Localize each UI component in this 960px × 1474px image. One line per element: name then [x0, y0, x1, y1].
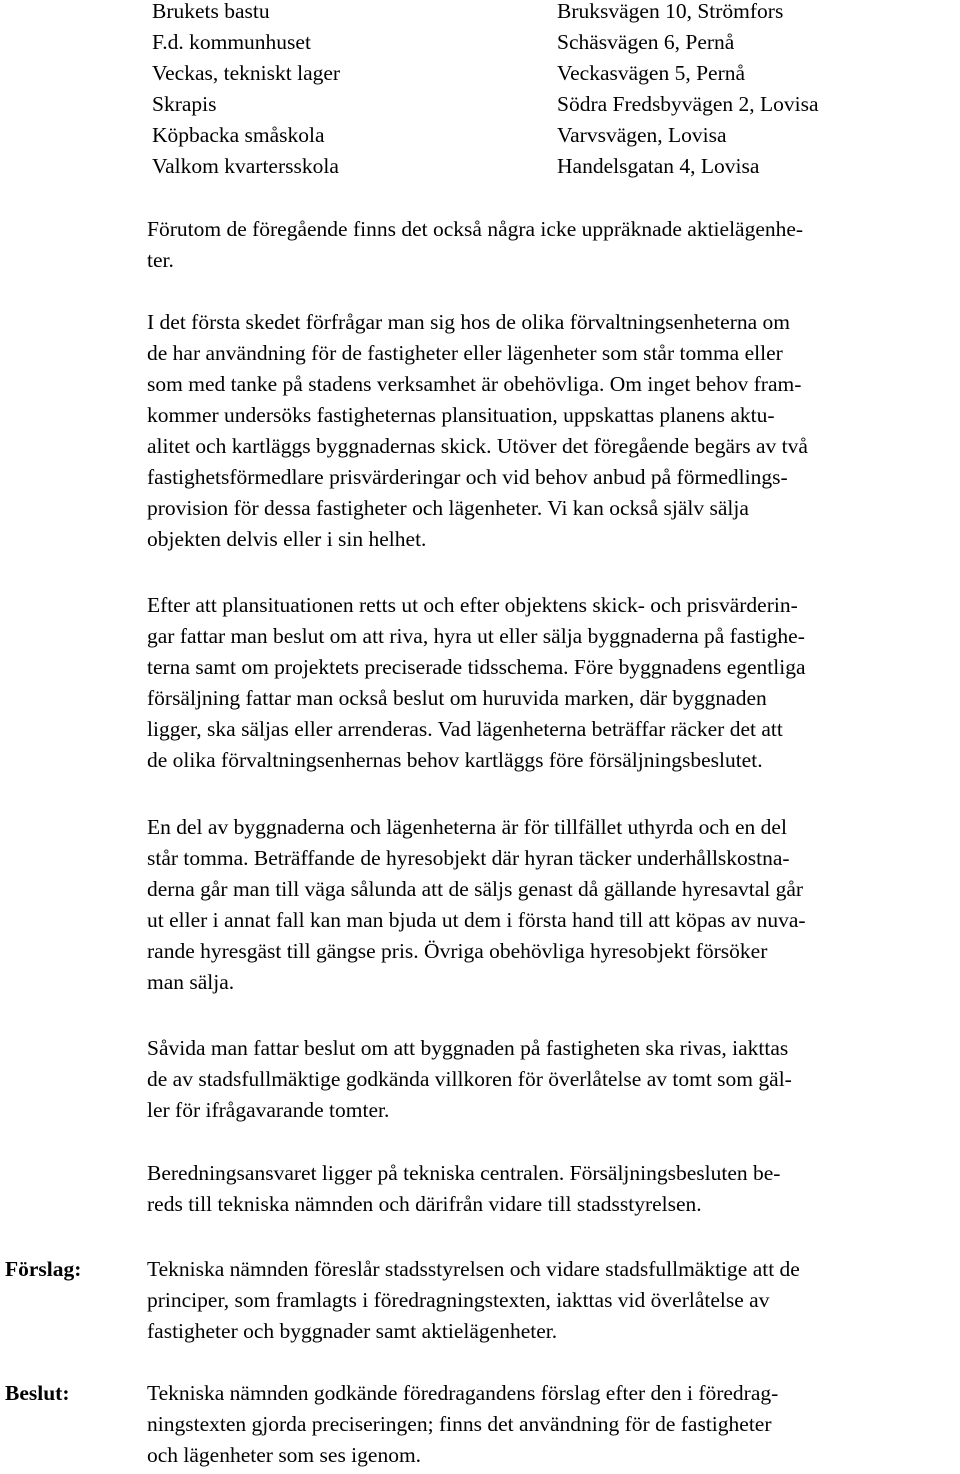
text-line: Tekniska nämnden godkände föredragandens förslag efter den i föredrag-	[147, 1381, 779, 1405]
text-line: Förutom de föregående finns det också några icke uppräknade aktielägenhe-	[147, 217, 804, 241]
text-line: ligger, ska säljas eller arrenderas. Vad lägenheterna beträffar räcker det att	[147, 717, 783, 741]
address-list	[152, 0, 819, 182]
address-row	[152, 0, 819, 27]
property-address: Veckasvägen 5, Pernå	[557, 61, 746, 85]
text-line: Beredningsansvaret ligger på tekniska centralen. Försäljningsbesluten be-	[147, 1161, 781, 1185]
text-line: och lägenheter som ses igenom.	[147, 1443, 422, 1467]
proposal-text	[147, 1254, 937, 1347]
address-row	[152, 151, 819, 182]
property-address: Handelsgatan 4, Lovisa	[557, 154, 760, 178]
paragraph-demolition	[147, 1033, 937, 1126]
text-line: derna går man till väga sålunda att de säljs genast då gällande hyresavtal går	[147, 877, 804, 901]
paragraph-rented-buildings	[147, 812, 937, 998]
text-line: alitet och kartläggs byggnadernas skick. Utöver det föregående begärs av två	[147, 434, 808, 458]
property-name: Valkom kvartersskola	[152, 154, 339, 178]
text-line: kommer undersöks fastigheternas plansituation, uppskattas planens aktu-	[147, 403, 775, 427]
property-name: Veckas, tekniskt lager	[152, 61, 341, 85]
paragraph-other-apartments	[147, 214, 937, 276]
property-name: F.d. kommunhuset	[152, 30, 311, 54]
text-line: terna samt om projektets preciserade tidsschema. Före byggnadens egentliga	[147, 655, 806, 679]
text-line: fastigheter och byggnader samt aktielägenheter.	[147, 1319, 558, 1343]
property-name: Brukets bastu	[152, 0, 270, 23]
text-line: ut eller i annat fall kan man bjuda ut dem i första hand till att köpas av nuva-	[147, 908, 806, 932]
text-line: Efter att plansituationen retts ut och efter objektens skick- och prisvärderin-	[147, 593, 798, 617]
text-line: ningstexten gjorda preciseringen; finns det användning för de fastigheter	[147, 1412, 772, 1436]
text-line: man sälja.	[147, 970, 235, 994]
text-line: Såvida man fattar beslut om att byggnaden på fastigheten ska rivas, iakttas	[147, 1036, 789, 1060]
text-line: de av stadsfullmäktige godkända villkoren för överlåtelse av tomt som gäl-	[147, 1067, 792, 1091]
paragraph-responsibility	[147, 1158, 937, 1220]
property-address: Södra Fredsbyvägen 2, Lovisa	[557, 92, 819, 116]
text-line: reds till tekniska nämnden och därifrån vidare till stadsstyrelsen.	[147, 1192, 702, 1216]
text-line: gar fattar man beslut om att riva, hyra ut eller sälja byggnaderna på fastighe-	[147, 624, 805, 648]
paragraph-first-stage	[147, 307, 937, 555]
property-name: Skrapis	[152, 92, 217, 116]
text-line: Tekniska nämnden föreslår stadsstyrelsen och vidare stadsfullmäktige att de	[147, 1257, 800, 1281]
text-line: En del av byggnaderna och lägenheterna är för tillfället uthyrda och en del	[147, 815, 787, 839]
proposal-label: Förslag:	[5, 1257, 82, 1281]
property-address: Schäsvägen 6, Pernå	[557, 30, 735, 54]
text-line: fastighetsförmedlare prisvärderingar och vid behov anbud på förmedlings-	[147, 465, 788, 489]
address-row	[152, 58, 819, 89]
text-line: I det första skedet förfrågar man sig hos de olika förvaltningsenheterna om	[147, 310, 790, 334]
address-row	[152, 89, 819, 120]
paragraph-plan-situation	[147, 590, 937, 776]
decision-text	[147, 1378, 937, 1471]
text-line: försäljning fattar man också beslut om huruvida marken, där byggnaden	[147, 686, 767, 710]
property-name: Köpbacka småskola	[152, 123, 325, 147]
text-line: de olika förvaltningsenhernas behov kartläggs före försäljningsbeslutet.	[147, 748, 763, 772]
text-line: ter.	[147, 248, 174, 272]
property-address: Bruksvägen 10, Strömfors	[557, 0, 784, 23]
text-line: står tomma. Beträffande de hyresobjekt där hyran täcker underhållskostna-	[147, 846, 790, 870]
decision-label: Beslut:	[5, 1381, 70, 1405]
address-row	[152, 27, 819, 58]
text-line: provision för dessa fastigheter och lägenheter. Vi kan också själv sälja	[147, 496, 749, 520]
text-line: objekten delvis eller i sin helhet.	[147, 527, 427, 551]
text-line: ler för ifrågavarande tomter.	[147, 1098, 390, 1122]
text-line: rande hyresgäst till gängse pris. Övriga obehövliga hyresobjekt försöker	[147, 939, 768, 963]
property-address: Varvsvägen, Lovisa	[557, 123, 727, 147]
address-row	[152, 120, 819, 151]
text-line: som med tanke på stadens verksamhet är obehövliga. Om inget behov fram-	[147, 372, 802, 396]
text-line: principer, som framlagts i föredragningstexten, iakttas vid överlåtelse av	[147, 1288, 770, 1312]
text-line: de har användning för de fastigheter eller lägenheter som står tomma eller	[147, 341, 783, 365]
